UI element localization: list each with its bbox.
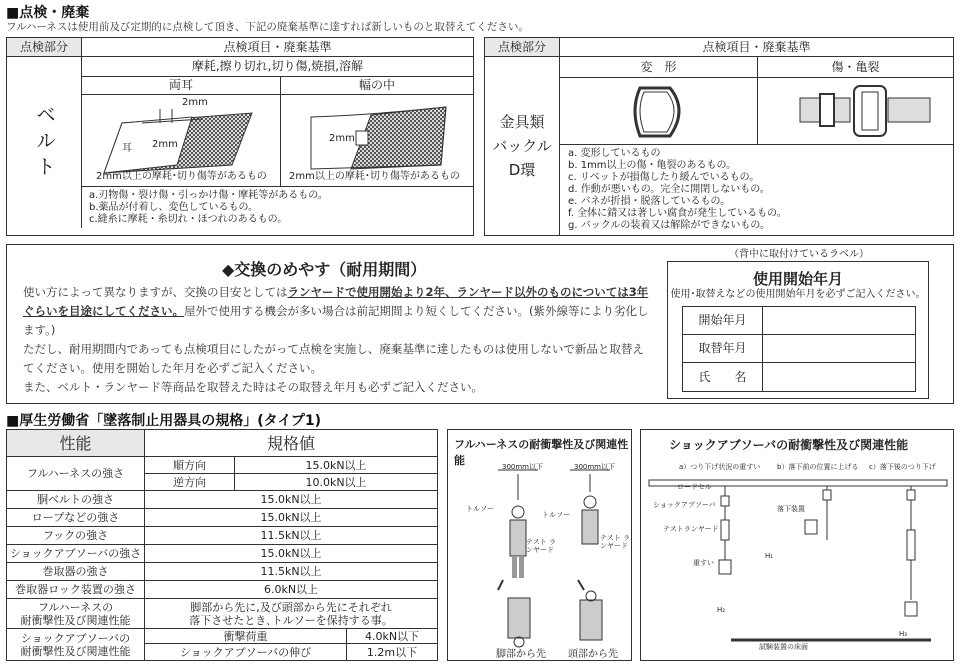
spec-row-name: ショックアブソーバの強さ — [7, 545, 145, 563]
inspection-intro: フルハーネスは使用前及び定期的に点検して頂き、下記の廃棄基準に達すれば新しいものと取替えてください。 — [6, 21, 529, 33]
sub-header-edges: 両耳 — [82, 77, 281, 95]
spec-row-name: フックの強さ — [7, 527, 145, 545]
spec-row-name — [7, 629, 145, 660]
label-row-start-value[interactable] — [763, 307, 915, 335]
part-line: バックル — [492, 137, 552, 155]
replacement-box — [6, 244, 954, 404]
label-sub: 使用･取替えなどの使用開始年月を必ずご記入ください。 — [670, 289, 926, 300]
hardware-note: c. リベットが損傷したり緩んでいるもの。 — [568, 172, 760, 183]
absorber-step-b: b）落下前の位置に上げる — [777, 463, 859, 471]
hardware-note: e. バネが折損・脱落しているもの。 — [568, 196, 731, 207]
label-grid — [682, 306, 916, 392]
label-row-name: 氏 名 — [683, 363, 763, 391]
ear-label: 耳 — [122, 143, 132, 154]
label-row-replace-value[interactable] — [763, 335, 915, 363]
hardware-note: a. 変形しているもの — [568, 148, 661, 159]
section-title-inspection: ■点検・廃棄 — [6, 5, 90, 21]
spec-row-val: 11.5kN以上 — [145, 527, 437, 545]
replacement-text — [23, 283, 653, 397]
sub-header-middle: 幅の中 — [281, 77, 473, 95]
spec-table — [6, 429, 438, 661]
spec-head-perf: 性能 — [7, 430, 145, 457]
spec-row-name: 巻取器ロック装置の強さ — [7, 581, 145, 599]
belt-note: b.薬品が付着し、変色しているもの。 — [89, 202, 259, 213]
spec-row-name — [7, 599, 145, 629]
spec-name-line: フルハーネスの — [37, 600, 114, 614]
hardware-note: d. 作動が悪いもの。完全に開閉しないもの。 — [568, 184, 770, 195]
buckle-icon — [758, 78, 953, 145]
d-ring-icon — [560, 78, 758, 145]
p1-b: ランヤードで使用開始より2年、ランヤード以外のものについては3年ぐらいを目途にしてください。 — [23, 285, 649, 318]
absorber-drop: 落下装置 — [777, 505, 805, 513]
part-line: 金具類 — [499, 113, 545, 131]
figure-buckle — [758, 78, 953, 145]
p2: ただし、耐用期間内であっても点検項目にしたがって点検を実施し、廃棄基準に達したものは使用しないで新品と取替えてください。使用を開始した年月を必ずご記入ください。 — [23, 342, 644, 375]
spec-row-val: 15.0kN以上 — [145, 509, 437, 527]
absorber-weight: 重すい — [693, 559, 714, 567]
spec-sub-val: 15.0kN以上 — [235, 457, 437, 474]
harness-dim-1: 300mm以下 — [502, 463, 543, 471]
absorber-illustration — [641, 430, 955, 662]
spec-sub-key: ショックアブソーバの伸び — [145, 644, 347, 660]
p3: また、ベルト・ランヤード等商品を取替えた時はその取替え年月も必ずご記入ください。 — [23, 380, 483, 394]
col-items-header: 点検項目・廃棄基準 — [82, 38, 473, 57]
start-date-label — [667, 261, 929, 399]
harness-dim-2: 300mm以下 — [574, 463, 615, 471]
p1-c: 屋外で使用する機会が多い場合は前記期間より短くしてください。(紫外線等により劣化します。) — [23, 304, 649, 337]
spec-row-name: 巻取器の強さ — [7, 563, 145, 581]
harness-torso-2: トルソー — [542, 511, 570, 519]
spec-sub-val: 1.2m以下 — [366, 645, 418, 659]
section-title-spec: ■厚生労働省「墜落制止用器具の規格」(タイプ1) — [6, 413, 322, 429]
belt-note: c.縫糸に摩耗・糸切れ・ほつれのあるもの。 — [89, 214, 288, 225]
spec-val-line: 脚部から先に,及び頭部から先にそれぞれ — [190, 600, 392, 614]
spec-sub-key: 衝撃荷重 — [145, 629, 347, 644]
belt-inspection-table — [6, 37, 474, 236]
absorber-floor: 試験装置の床面 — [759, 643, 808, 651]
dim-top: 2mm — [182, 97, 208, 108]
figure-belt-middle — [281, 95, 473, 187]
spec-row-val: 11.5kN以上 — [145, 563, 437, 581]
replacement-title: ◆交換のめやす（耐用期間） — [222, 260, 427, 279]
harness-impact-figure — [447, 429, 632, 661]
spec-name-line: ショックアブソーバの — [20, 631, 131, 645]
absorber-test-lanyard: テストランヤード — [663, 525, 719, 533]
absorber-h1: H₁ — [765, 552, 774, 560]
col-part-header: 点検部分 — [485, 38, 560, 57]
hardware-notes — [568, 148, 787, 232]
col-items-header: 点検項目・廃棄基準 — [560, 38, 953, 57]
spec-row-val — [145, 599, 437, 629]
dim-mid: 2mm — [152, 139, 178, 150]
spec-sub-key: 逆方向 — [145, 474, 235, 491]
label-row-replace: 取替年月 — [683, 335, 763, 363]
hardware-part-label — [485, 57, 560, 235]
absorber-step-c: c）落下後のつり下げ — [869, 463, 936, 471]
caption-middle: 2mm以上の摩耗･切り傷等があるもの — [289, 171, 460, 182]
hardware-inspection-table — [484, 37, 954, 236]
figure-belt-edge — [82, 95, 281, 187]
belt-part-label: ベルト — [7, 57, 82, 228]
label-row-name-value[interactable] — [763, 363, 915, 391]
belt-criteria: 摩耗,擦り切れ,切り傷,焼損,溶解 — [82, 57, 473, 77]
absorber-label: ショックアブソーバ — [653, 501, 716, 509]
spec-row-val: 15.0kN以上 — [145, 545, 437, 563]
spec-row-name: ロープなどの強さ — [7, 509, 145, 527]
absorber-fig-title: ショックアブソーバの耐衝撃性及び関連性能 — [669, 438, 909, 452]
harness-fig-title: フルハーネスの耐衝撃性及び関連性能 — [454, 438, 629, 467]
spec-sub-val: 4.0kN以下 — [347, 629, 437, 644]
absorber-load-cell: ロードセル — [677, 483, 712, 491]
p1-a: 使い方によって異なりますが、交換の目安としては — [23, 285, 288, 299]
spec-sub-val: 10.0kN以上 — [235, 474, 437, 491]
spec-row-name: フルハーネスの強さ — [7, 457, 145, 491]
hardware-note: f. 全体に錆又は著しい腐食が発生しているもの。 — [568, 208, 787, 219]
belt-note: a.刃物傷・裂け傷・引っかけ傷・摩耗等があるもの。 — [89, 190, 328, 201]
sub-header-crack: 傷・亀裂 — [758, 57, 953, 78]
spec-name-line: 耐衝撃性及び関連性能 — [20, 613, 131, 627]
harness-test-1: テスト ランヤード — [526, 538, 556, 554]
absorber-step-a: a）つり下げ状況の重すい — [679, 463, 761, 471]
part-line: D環 — [508, 161, 536, 179]
harness-caption-2: 頭部から先 — [568, 649, 618, 660]
absorber-impact-figure — [640, 429, 954, 661]
spec-row-val: 6.0kN以上 — [145, 581, 437, 599]
harness-caption-1: 脚部から先 — [496, 649, 546, 660]
spec-val-line: 落下させたとき､トルソーを保持する事。 — [189, 613, 393, 627]
hardware-note: b. 1mm以上の傷・亀裂のあるもの。 — [568, 160, 737, 171]
spec-name-line: 耐衝撃性及び関連性能 — [20, 644, 131, 658]
absorber-h2: H₂ — [717, 606, 726, 614]
spec-head-val: 規格値 — [145, 430, 437, 457]
harness-test-2: テスト ランヤード — [600, 534, 630, 550]
absorber-h3: H₃ — [899, 630, 908, 638]
sub-header-deform: 変 形 — [560, 57, 758, 78]
label-caption: （背中に取付けているラベル） — [729, 249, 869, 260]
spec-row-val: 15.0kN以上 — [145, 491, 437, 509]
label-row-start: 開始年月 — [683, 307, 763, 335]
belt-notes — [89, 190, 328, 226]
caption-edges: 2mm以上の摩耗･切り傷等があるもの — [96, 171, 267, 182]
col-part-header: 点検部分 — [7, 38, 82, 57]
spec-row-name: 胴ベルトの強さ — [7, 491, 145, 509]
harness-torso-1: トルソー — [466, 505, 494, 513]
label-title: 使用開始年月 — [752, 270, 843, 288]
spec-sub-key: 順方向 — [145, 457, 235, 474]
figure-d-ring — [560, 78, 758, 145]
dim-middle: 2mm — [329, 133, 355, 144]
hardware-note: g. バックルの装着又は解除ができないもの。 — [568, 220, 771, 231]
